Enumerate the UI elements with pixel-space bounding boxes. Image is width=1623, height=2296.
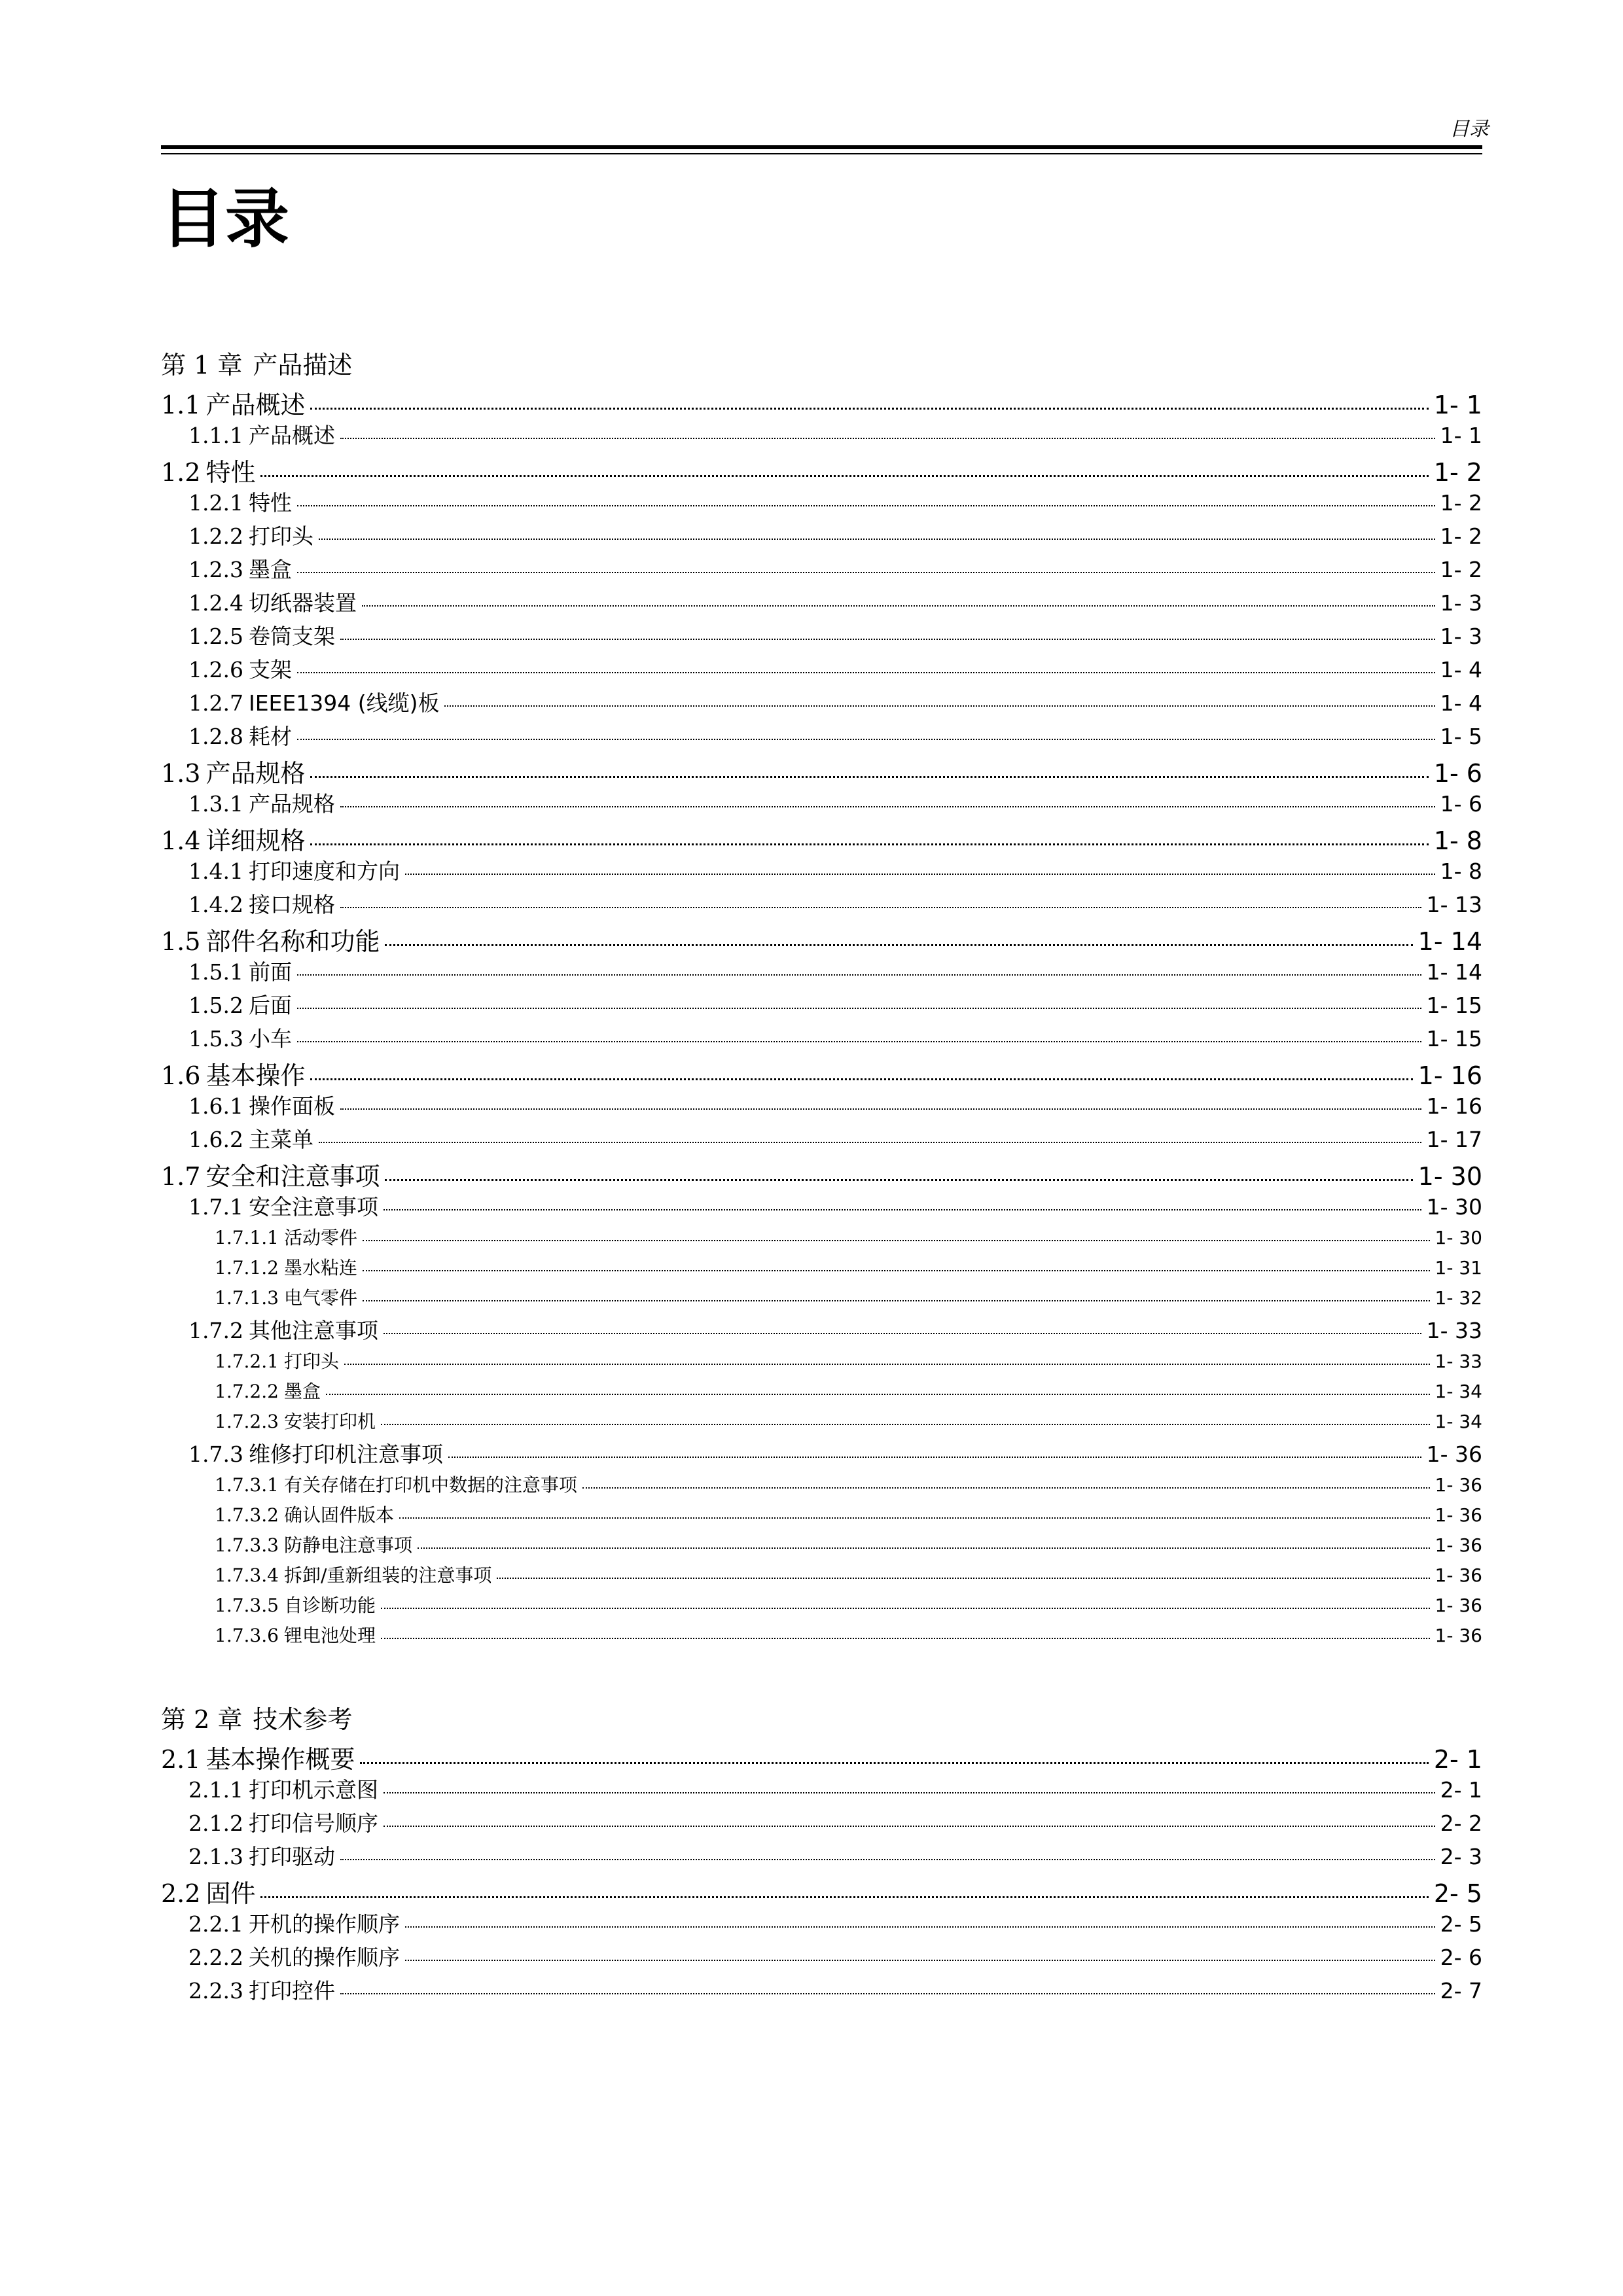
toc-entry-title: 支架 bbox=[248, 657, 292, 682]
toc-entry-number: 2.1.1 bbox=[188, 1777, 243, 1803]
toc-entry-page: 1- 2 bbox=[1433, 458, 1482, 486]
toc-entry-page: 1- 36 bbox=[1435, 1625, 1482, 1646]
toc-entry-page: 1- 1 bbox=[1433, 391, 1482, 419]
toc-entry[interactable] bbox=[161, 1907, 1482, 1941]
toc-entry-number: 1.2.4 bbox=[188, 590, 243, 616]
dot-leader bbox=[340, 806, 1435, 807]
toc-entry-number: 2.2 bbox=[161, 1879, 201, 1907]
dot-leader bbox=[362, 605, 1435, 607]
toc-entry-number: 1.7.2 bbox=[188, 1318, 243, 1343]
toc-entry-page: 1- 17 bbox=[1426, 1127, 1482, 1152]
toc-entry-number: 2.1.2 bbox=[188, 1810, 243, 1836]
toc-entry-title: 打印头 bbox=[283, 1351, 339, 1372]
toc-entry-page: 1- 34 bbox=[1435, 1381, 1482, 1402]
toc-entry-title: 开机的操作顺序 bbox=[248, 1911, 400, 1937]
toc-entry[interactable] bbox=[161, 1224, 1482, 1254]
toc-entry-page: 1- 36 bbox=[1426, 1441, 1482, 1467]
toc-entry-title: 打印信号顺序 bbox=[248, 1810, 378, 1836]
toc-entry[interactable] bbox=[161, 1501, 1482, 1531]
dot-leader bbox=[383, 1333, 1421, 1334]
toc-entry[interactable] bbox=[161, 1254, 1482, 1284]
toc-entry[interactable] bbox=[161, 553, 1482, 586]
toc-entry-number: 2.1.3 bbox=[188, 1844, 243, 1869]
toc-entry-title: 关机的操作顺序 bbox=[248, 1945, 400, 1970]
toc-entry-title: 防静电注意事项 bbox=[283, 1534, 412, 1556]
dot-leader bbox=[405, 1960, 1435, 1961]
page-title: 目录 bbox=[161, 182, 290, 256]
toc-entry[interactable] bbox=[161, 1438, 1482, 1471]
dot-leader bbox=[448, 1457, 1421, 1458]
dot-leader bbox=[444, 705, 1435, 707]
toc-entry-title: 安全和注意事项 bbox=[205, 1162, 380, 1190]
toc-entry-page: 1- 14 bbox=[1426, 959, 1482, 985]
toc-entry-number: 1.5 bbox=[161, 927, 201, 955]
dot-leader bbox=[405, 874, 1435, 875]
toc-entry-page: 1- 4 bbox=[1440, 690, 1482, 716]
chapter-2-section bbox=[161, 1700, 1482, 2007]
toc-entry-page: 1- 36 bbox=[1435, 1504, 1482, 1526]
dot-leader bbox=[405, 1926, 1435, 1928]
toc-entry-title: 特性 bbox=[248, 490, 292, 516]
toc-entry-number: 1.6.2 bbox=[188, 1127, 243, 1152]
toc-entry-page: 1- 8 bbox=[1440, 858, 1482, 884]
toc-entry-number: 1.7.3.2 bbox=[215, 1504, 279, 1526]
toc-entry-title: 安全注意事项 bbox=[248, 1194, 378, 1220]
toc-entry-title: 操作面板 bbox=[248, 1093, 335, 1119]
running-header: 目录 bbox=[1450, 118, 1489, 141]
toc-entry-title: 确认固件版本 bbox=[283, 1504, 394, 1526]
toc-entry-page: 1- 16 bbox=[1418, 1061, 1482, 1089]
chapter-heading bbox=[161, 345, 1482, 385]
dot-leader bbox=[381, 1424, 1430, 1425]
dot-leader bbox=[344, 1364, 1430, 1365]
dot-leader bbox=[383, 1209, 1421, 1210]
dot-leader bbox=[582, 1487, 1430, 1489]
dot-leader bbox=[260, 475, 1428, 477]
toc-entry-title: 产品规格 bbox=[205, 759, 306, 787]
chapter-label: 第 2 章 bbox=[161, 1705, 243, 1734]
toc-entry-title: 打印控件 bbox=[248, 1978, 335, 2004]
toc-entry[interactable] bbox=[161, 1156, 1482, 1190]
toc-entry-title: 锂电池处理 bbox=[283, 1625, 376, 1646]
toc-entry-title: 基本操作概要 bbox=[205, 1745, 355, 1773]
toc-entry[interactable] bbox=[161, 1089, 1482, 1123]
toc-list bbox=[161, 385, 1482, 1651]
dot-leader bbox=[310, 1078, 1412, 1080]
dot-leader bbox=[385, 944, 1412, 946]
toc-entry-page: 1- 30 bbox=[1435, 1227, 1482, 1248]
dot-leader bbox=[340, 1108, 1421, 1110]
toc-entry[interactable] bbox=[161, 989, 1482, 1022]
toc-entry[interactable] bbox=[161, 1055, 1482, 1089]
toc-entry-page: 2- 7 bbox=[1440, 1978, 1482, 2004]
toc-entry-title: 打印速度和方向 bbox=[248, 858, 400, 884]
dot-leader bbox=[383, 1826, 1435, 1827]
chapter-title: 技术参考 bbox=[253, 1705, 353, 1734]
toc-entry-number: 1.4.1 bbox=[188, 858, 243, 884]
dot-leader bbox=[363, 1240, 1430, 1241]
toc-entry[interactable] bbox=[161, 1123, 1482, 1156]
toc-entry-number: 1.7.2.2 bbox=[215, 1381, 279, 1402]
toc-entry-title: 墨水粘连 bbox=[283, 1257, 357, 1279]
dot-leader bbox=[497, 1578, 1429, 1579]
dot-leader bbox=[297, 974, 1421, 976]
toc-entry-page: 1- 30 bbox=[1426, 1194, 1482, 1220]
toc-entry-title: 详细规格 bbox=[205, 826, 306, 855]
toc-entry-number: 1.1 bbox=[161, 391, 201, 419]
toc-entry-page: 2- 5 bbox=[1440, 1911, 1482, 1937]
toc-entry-number: 1.2.6 bbox=[188, 657, 243, 682]
dot-leader bbox=[340, 438, 1435, 439]
toc-entry-title: 接口规格 bbox=[248, 892, 335, 917]
dot-leader bbox=[340, 907, 1421, 908]
toc-entry-number: 1.3.1 bbox=[188, 791, 243, 817]
toc-entry-title: 切纸器装置 bbox=[248, 590, 357, 616]
toc-entry-page: 2- 1 bbox=[1440, 1777, 1482, 1803]
toc-list bbox=[161, 1739, 1482, 2007]
toc-entry-page: 2- 3 bbox=[1440, 1844, 1482, 1869]
dot-leader bbox=[260, 1896, 1428, 1898]
toc-entry-title: 墨盒 bbox=[248, 557, 292, 582]
toc-entry-title: 主菜单 bbox=[248, 1127, 313, 1152]
chapter-label: 第 1 章 bbox=[161, 351, 243, 380]
toc-entry[interactable] bbox=[161, 1840, 1482, 1873]
toc-entry[interactable] bbox=[161, 955, 1482, 989]
toc-entry-number: 2.2.3 bbox=[188, 1978, 243, 2004]
dot-leader bbox=[381, 1608, 1430, 1609]
toc-entry-title: 产品概述 bbox=[205, 391, 306, 419]
toc-entry-number: 1.7.1.2 bbox=[215, 1257, 279, 1279]
toc-entry-page: 1- 36 bbox=[1435, 1474, 1482, 1496]
toc-entry-page: 2- 1 bbox=[1433, 1745, 1482, 1773]
dot-leader bbox=[310, 776, 1428, 778]
chapter-1-section bbox=[161, 345, 1482, 1651]
toc-entry-page: 1- 14 bbox=[1418, 927, 1482, 955]
toc-entry[interactable] bbox=[161, 1190, 1482, 1224]
toc-entry-number: 1.7.3.5 bbox=[215, 1595, 279, 1616]
toc-entry-number: 1.5.3 bbox=[188, 1026, 243, 1051]
toc-entry-number: 1.4 bbox=[161, 826, 201, 855]
toc-entry[interactable] bbox=[161, 855, 1482, 888]
toc-entry-number: 2.2.1 bbox=[188, 1911, 243, 1937]
toc-entry[interactable] bbox=[161, 787, 1482, 821]
toc-entry-number: 1.7.1 bbox=[188, 1194, 243, 1220]
toc-entry[interactable] bbox=[161, 452, 1482, 486]
toc-entry-title: 拆卸/重新组装的注意事项 bbox=[283, 1564, 492, 1586]
dot-leader bbox=[360, 1762, 1428, 1764]
toc-entry-number: 1.7.1.3 bbox=[215, 1287, 279, 1309]
toc-entry-page: 1- 15 bbox=[1426, 993, 1482, 1018]
toc-entry[interactable] bbox=[161, 620, 1482, 653]
toc-entry-number: 1.7.3.3 bbox=[215, 1534, 279, 1556]
toc-entry-number: 1.7.2.3 bbox=[215, 1411, 279, 1432]
toc-entry[interactable] bbox=[161, 486, 1482, 520]
toc-entry-page: 1- 36 bbox=[1435, 1564, 1482, 1586]
toc-entry-number: 1.5.1 bbox=[188, 959, 243, 985]
toc-entry-title: 有关存储在打印机中数据的注意事项 bbox=[283, 1474, 577, 1496]
toc-entry[interactable] bbox=[161, 821, 1482, 855]
dot-leader bbox=[326, 1394, 1430, 1395]
toc-entry-number: 1.7.3.4 bbox=[215, 1564, 279, 1586]
toc-entry-number: 1.5.2 bbox=[188, 993, 243, 1018]
dot-leader bbox=[363, 1300, 1430, 1301]
dot-leader bbox=[297, 739, 1435, 740]
toc-entry-page: 2- 5 bbox=[1433, 1879, 1482, 1907]
toc-entry-title: 后面 bbox=[248, 993, 292, 1018]
dot-leader bbox=[297, 672, 1435, 673]
dot-leader bbox=[385, 1179, 1412, 1181]
toc-entry-title: 部件名称和功能 bbox=[205, 927, 380, 955]
dot-leader bbox=[319, 539, 1435, 540]
toc-entry-page: 1- 32 bbox=[1435, 1287, 1482, 1309]
chapter-heading bbox=[161, 1700, 1482, 1739]
toc-entry-page: 1- 1 bbox=[1440, 423, 1482, 448]
toc-entry-number: 1.2.2 bbox=[188, 523, 243, 549]
dot-leader bbox=[399, 1517, 1430, 1519]
toc-entry[interactable] bbox=[161, 1873, 1482, 1907]
toc-entry-number: 1.7.1.1 bbox=[215, 1227, 279, 1248]
toc-entry-number: 1.7 bbox=[161, 1162, 201, 1190]
toc-entry-title: 打印头 bbox=[248, 523, 313, 549]
toc-entry[interactable] bbox=[161, 1561, 1482, 1591]
dot-leader bbox=[340, 1993, 1435, 1994]
toc-entry-number: 1.7.3 bbox=[188, 1441, 243, 1467]
dot-leader bbox=[297, 1008, 1421, 1009]
toc-entry-title: 打印机示意图 bbox=[248, 1777, 378, 1803]
dot-leader bbox=[418, 1547, 1430, 1549]
dot-leader bbox=[310, 408, 1428, 410]
toc-entry-page: 1- 3 bbox=[1440, 590, 1482, 616]
toc-entry-number: 1.7.2.1 bbox=[215, 1351, 279, 1372]
toc-entry[interactable] bbox=[161, 720, 1482, 753]
toc-entry-title: IEEE1394 (线缆)板 bbox=[248, 690, 440, 716]
dot-leader bbox=[297, 572, 1435, 573]
toc-entry-page: 2- 6 bbox=[1440, 1945, 1482, 1970]
dot-leader bbox=[297, 1041, 1421, 1042]
toc-entry-title: 耗材 bbox=[248, 724, 292, 749]
dot-leader bbox=[340, 1859, 1435, 1860]
dot-leader bbox=[381, 1638, 1430, 1639]
toc-entry-number: 1.7.3.6 bbox=[215, 1625, 279, 1646]
dot-leader bbox=[297, 505, 1435, 506]
toc-entry-page: 1- 2 bbox=[1440, 490, 1482, 516]
toc-entry-page: 1- 16 bbox=[1426, 1093, 1482, 1119]
toc-entry-page: 1- 3 bbox=[1440, 624, 1482, 649]
toc-entry[interactable] bbox=[161, 1941, 1482, 1974]
toc-entry-page: 1- 33 bbox=[1426, 1318, 1482, 1343]
toc-entry[interactable] bbox=[161, 1284, 1482, 1314]
toc-entry-number: 1.6.1 bbox=[188, 1093, 243, 1119]
toc-entry[interactable] bbox=[161, 586, 1482, 620]
toc-entry[interactable] bbox=[161, 686, 1482, 720]
toc-entry-title: 小车 bbox=[248, 1026, 292, 1051]
toc-entry-page: 1- 31 bbox=[1435, 1257, 1482, 1279]
header-rule-thick bbox=[161, 145, 1482, 149]
toc-entry[interactable] bbox=[161, 1591, 1482, 1621]
dot-leader bbox=[340, 639, 1435, 640]
toc-entry[interactable] bbox=[161, 653, 1482, 686]
toc-entry[interactable] bbox=[161, 1773, 1482, 1807]
toc-entry-title: 产品概述 bbox=[248, 423, 335, 448]
toc-entry-title: 其他注意事项 bbox=[248, 1318, 378, 1343]
chapter-title: 产品描述 bbox=[253, 351, 353, 380]
toc-entry-number: 2.2.2 bbox=[188, 1945, 243, 1970]
toc-entry-page: 1- 6 bbox=[1433, 759, 1482, 787]
toc-entry-title: 安装打印机 bbox=[283, 1411, 376, 1432]
toc-entry-page: 1- 4 bbox=[1440, 657, 1482, 682]
toc-entry-page: 1- 15 bbox=[1426, 1026, 1482, 1051]
toc-entry-page: 2- 2 bbox=[1440, 1810, 1482, 1836]
toc-entry-title: 自诊断功能 bbox=[283, 1595, 376, 1616]
toc-entry[interactable] bbox=[161, 753, 1482, 787]
toc-entry-number: 1.6 bbox=[161, 1061, 201, 1089]
toc-entry-page: 1- 33 bbox=[1435, 1351, 1482, 1372]
toc-entry-number: 1.2.1 bbox=[188, 490, 243, 516]
toc-entry[interactable] bbox=[161, 1377, 1482, 1407]
toc-entry[interactable] bbox=[161, 385, 1482, 419]
toc-entry-number: 2.1 bbox=[161, 1745, 201, 1773]
dot-leader bbox=[383, 1792, 1435, 1793]
toc-entry[interactable] bbox=[161, 1314, 1482, 1347]
toc-entry[interactable] bbox=[161, 1531, 1482, 1561]
toc-entry-page: 1- 2 bbox=[1440, 557, 1482, 582]
toc-entry-page: 1- 6 bbox=[1440, 791, 1482, 817]
toc-entry-number: 1.7.3.1 bbox=[215, 1474, 279, 1496]
toc-entry-title: 固件 bbox=[205, 1879, 256, 1907]
toc-entry[interactable] bbox=[161, 921, 1482, 955]
toc-entry-title: 特性 bbox=[205, 458, 256, 486]
dot-leader bbox=[363, 1270, 1430, 1271]
toc-entry[interactable] bbox=[161, 520, 1482, 553]
toc-entry-number: 1.1.1 bbox=[188, 423, 243, 448]
toc-entry-title: 电气零件 bbox=[283, 1287, 357, 1309]
toc-entry-title: 产品规格 bbox=[248, 791, 335, 817]
toc-entry-number: 1.4.2 bbox=[188, 892, 243, 917]
toc-entry-page: 1- 5 bbox=[1440, 724, 1482, 749]
toc-entry-number: 1.2 bbox=[161, 458, 201, 486]
toc-entry[interactable] bbox=[161, 1407, 1482, 1438]
toc-entry-title: 打印驱动 bbox=[248, 1844, 335, 1869]
dot-leader bbox=[310, 843, 1428, 845]
toc-entry[interactable] bbox=[161, 1471, 1482, 1501]
toc-entry-page: 1- 34 bbox=[1435, 1411, 1482, 1432]
toc-entry[interactable] bbox=[161, 1807, 1482, 1840]
toc-entry-page: 1- 13 bbox=[1426, 892, 1482, 917]
toc-entry-page: 1- 36 bbox=[1435, 1534, 1482, 1556]
toc-entry[interactable] bbox=[161, 1974, 1482, 2007]
toc-entry[interactable] bbox=[161, 1739, 1482, 1773]
toc-entry-number: 1.2.3 bbox=[188, 557, 243, 582]
toc-entry[interactable] bbox=[161, 419, 1482, 452]
toc-entry-title: 基本操作 bbox=[205, 1061, 306, 1089]
toc-entry-title: 活动零件 bbox=[283, 1227, 357, 1248]
toc-entry-title: 前面 bbox=[248, 959, 292, 985]
toc-entry-title: 维修打印机注意事项 bbox=[248, 1441, 443, 1467]
toc-entry-page: 1- 36 bbox=[1435, 1595, 1482, 1616]
toc-entry-page: 1- 2 bbox=[1440, 523, 1482, 549]
toc-entry-number: 1.2.8 bbox=[188, 724, 243, 749]
toc-entry[interactable] bbox=[161, 1347, 1482, 1377]
toc-entry-number: 1.2.7 bbox=[188, 690, 243, 716]
toc-entry-page: 1- 30 bbox=[1418, 1162, 1482, 1190]
toc-entry-title: 卷筒支架 bbox=[248, 624, 335, 649]
toc-entry[interactable] bbox=[161, 888, 1482, 921]
toc-entry-number: 1.2.5 bbox=[188, 624, 243, 649]
header-rule-thin bbox=[161, 153, 1482, 154]
toc-entry-page: 1- 8 bbox=[1433, 826, 1482, 855]
toc-entry-title: 墨盒 bbox=[283, 1381, 321, 1402]
toc-entry[interactable] bbox=[161, 1022, 1482, 1055]
toc-entry[interactable] bbox=[161, 1621, 1482, 1651]
dot-leader bbox=[319, 1142, 1421, 1143]
toc-entry-number: 1.3 bbox=[161, 759, 201, 787]
